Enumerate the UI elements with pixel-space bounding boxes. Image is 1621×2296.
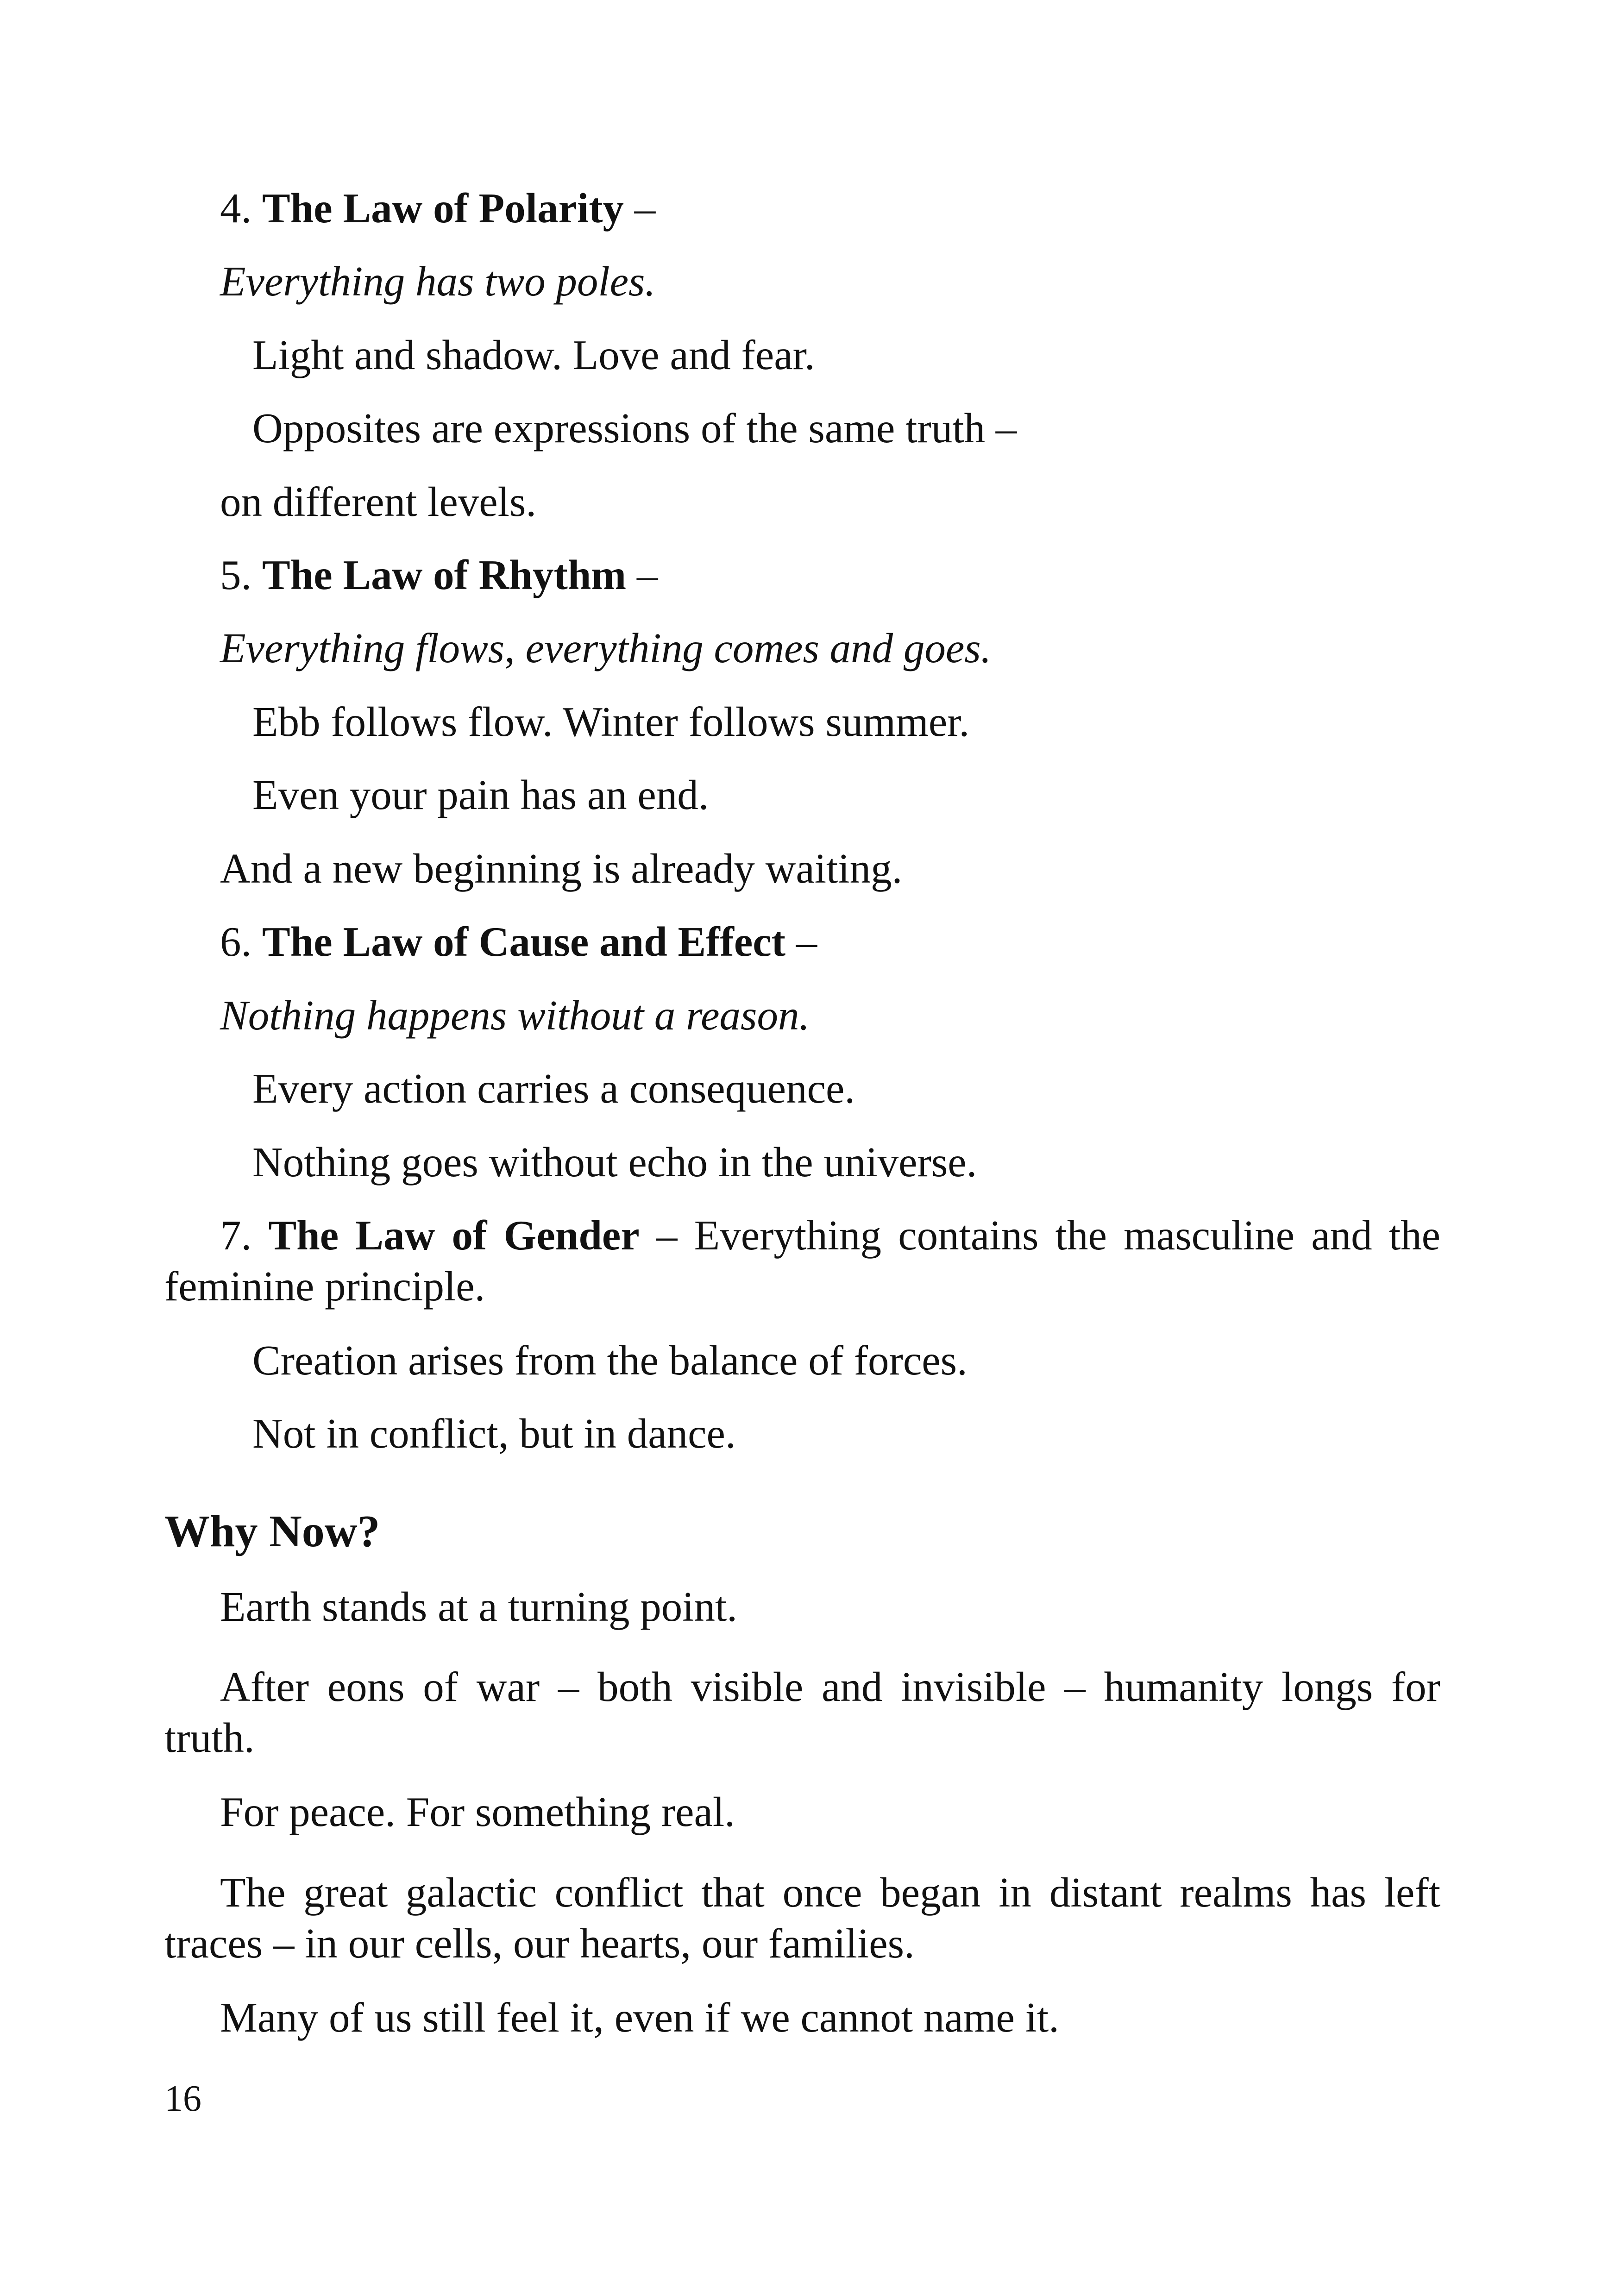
law4-line2: Opposites are expressions of the same truth – [252, 405, 1017, 452]
section-heading: Why Now? [164, 1506, 380, 1556]
law5-line1: Ebb follows flow. Winter follows summer. [252, 698, 970, 745]
law6-dash: – [796, 918, 817, 965]
law7-line2: Not in conflict, but in dance. [252, 1410, 736, 1457]
law7-rest: – Everything contains the masculine and the feminine principle. [164, 1212, 1440, 1310]
law4-heading [220, 183, 655, 234]
section-paragraph-2: After eons of war – both visible and invisible – humanity longs for truth. [164, 1663, 1440, 1761]
law6-line1: Every action carries a consequence. [252, 1065, 855, 1112]
law6-tagline: Nothing happens without a reason. [220, 992, 810, 1039]
law5-title: The Law of Rhythm [262, 552, 627, 598]
law4-title: The Law of Polarity [262, 185, 624, 232]
law6-line2: Nothing goes without echo in the universe. [252, 1139, 977, 1186]
section-paragraph-4: The great galactic conflict that once began in distant realms has left traces – in our cells, our hearts, our families. [164, 1869, 1440, 1967]
page-number: 16 [164, 2078, 201, 2119]
law4-number: 4. [220, 185, 252, 232]
law5-tagline: Everything flows, everything comes and goes. [220, 625, 992, 671]
law6-title: The Law of Cause and Effect [262, 918, 785, 965]
law6-number: 6. [220, 918, 252, 965]
law5-line3: And a new beginning is already waiting. [220, 845, 903, 892]
law7-line1: Creation arises from the balance of forces. [252, 1337, 968, 1384]
section-paragraph-3: For peace. For something real. [220, 1788, 735, 1835]
law5-number: 5. [220, 552, 252, 598]
law5-dash: – [636, 552, 658, 598]
law7-number: 7. [220, 1212, 252, 1259]
law4-tagline: Everything has two poles. [220, 258, 656, 305]
law4-dash: – [634, 185, 656, 232]
law7-title: The Law of Gender [268, 1212, 640, 1259]
law7-paragraph [164, 1210, 1440, 1312]
law5-line2: Even your pain has an end. [252, 772, 709, 818]
law4-line3: on different levels. [220, 478, 537, 525]
law4-line1: Light and shadow. Love and fear. [252, 332, 815, 378]
law6-heading [220, 916, 817, 967]
section-paragraph-5: Many of us still feel it, even if we cannot name it. [220, 1994, 1059, 2041]
section-paragraph-1: Earth stands at a turning point. [220, 1583, 738, 1630]
law5-heading [220, 550, 658, 601]
